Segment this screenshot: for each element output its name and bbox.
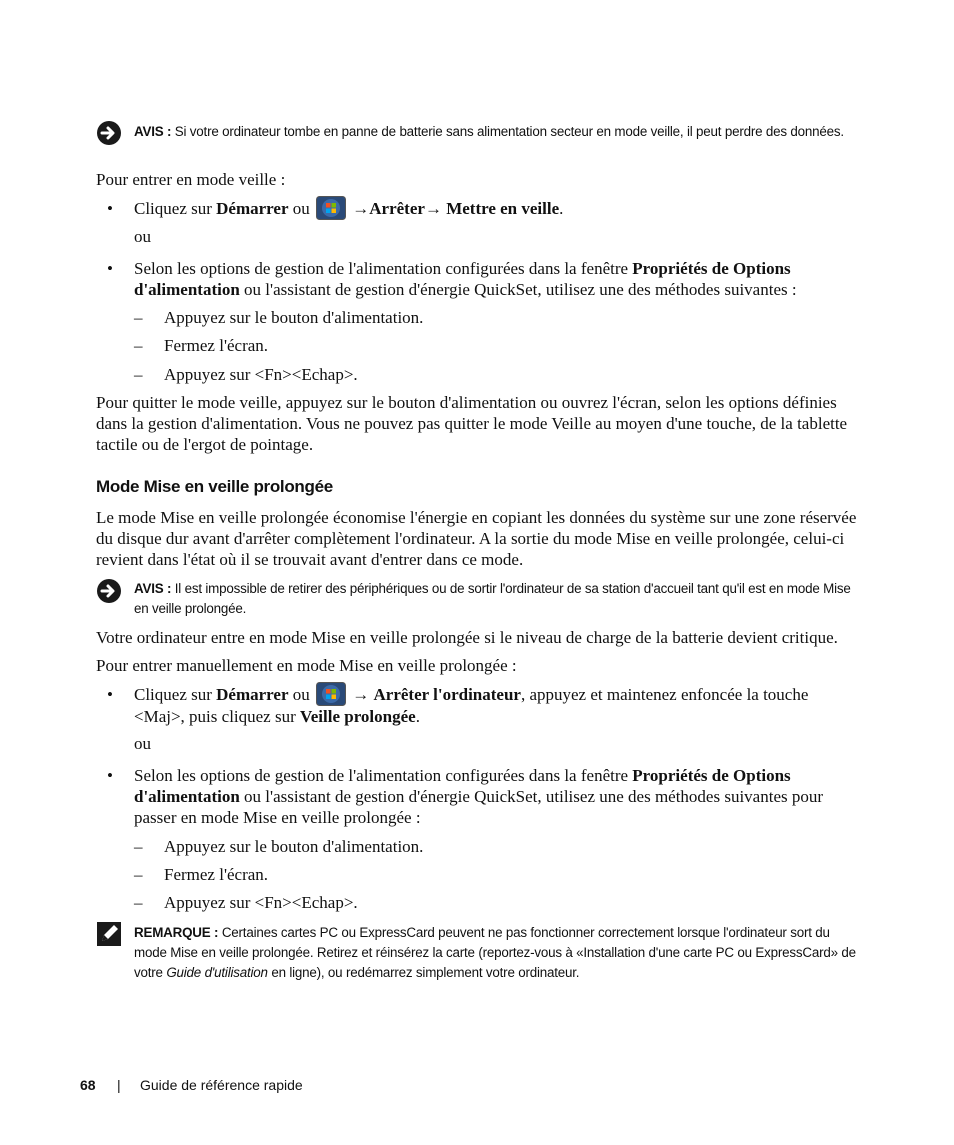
shutdown-label: Arrêter [369, 199, 425, 218]
shutdown-computer-label: Arrêter l'ordinateur [373, 685, 521, 704]
dash-marker: – [134, 865, 143, 884]
sleep-label: Mettre en veille [446, 199, 560, 218]
dash-marker: – [134, 837, 143, 856]
arrow-glyph: → [352, 199, 370, 218]
dash-item: Fermez l'écran. [164, 336, 269, 355]
start-menu-label: Démarrer [216, 199, 289, 218]
bullet-power-options [134, 258, 861, 300]
bullet-text: Cliquez sur [134, 685, 212, 704]
dash-marker: – [134, 336, 143, 355]
bullet-text: ou [292, 199, 310, 218]
notice-hand-icon [96, 120, 122, 151]
section-heading: Mode Mise en veille prolongée [96, 477, 333, 496]
user-guide-title: Guide d'utilisation [166, 965, 268, 980]
notice-text: Il est impossible de retirer des périphériques ou de sortir l'ordinateur de sa station d'accueil tant qu'il est en mode Mise en veille prolongée. [134, 581, 851, 616]
bullet-power-options-hibernate [134, 765, 861, 828]
paragraph-critical: Votre ordinateur entre en mode Mise en veille prolongée si le niveau de charge de la batterie devient critique. [96, 628, 838, 647]
dash-item: Appuyez sur <Fn><Echap>. [164, 893, 358, 912]
bullet-marker: • [107, 766, 113, 785]
windows-start-button-icon [316, 196, 346, 220]
paragraph-manual-hibernate: Pour entrer manuellement en mode Mise en veille prolongée : [96, 656, 517, 675]
bullet-text: ou [292, 685, 310, 704]
dash-item: Appuyez sur <Fn><Echap>. [164, 365, 358, 384]
hibernate-label: Veille prolongée [300, 707, 416, 727]
power-options-label: Propriétés de Options d'alimentation [134, 259, 791, 299]
page-number: 68 [80, 1077, 96, 1093]
bullet-start-sleep [134, 198, 861, 220]
dash-item: Fermez l'écran. [164, 865, 269, 884]
paragraph-hibernate: Le mode Mise en veille prolongée économise l'énergie en copiant les données du système sur une zone réservée du disque dur avant d'arrêter complètement l'ordinateur. A la sortie du mode Mise en veille prolongée, celui-ci revient dans l'état où il se trouvait avant d'entrer dans ce mode. [96, 508, 857, 569]
notice-label: AVIS : [134, 124, 172, 139]
or-text: ou [134, 734, 151, 753]
dash-marker: – [134, 365, 143, 384]
note-text: en ligne), ou redémarrez simplement votre ordinateur. [271, 965, 580, 980]
note-label: REMARQUE : [134, 925, 219, 940]
power-options-label: Propriétés de Options d'alimentation [134, 766, 791, 806]
footer-separator: | [117, 1077, 121, 1093]
dash-item: Appuyez sur le bouton d'alimentation. [164, 837, 424, 856]
windows-start-button-icon [316, 682, 346, 706]
start-menu-label: Démarrer [216, 685, 289, 704]
paragraph-quit-sleep: Pour quitter le mode veille, appuyez sur le bouton d'alimentation ou ouvrez l'écran, selon les options définies dans la gestion d'alimentation. Vous ne pouvez pas quitter le mode Veille au moyen d'une touche, de la tablette tactile ou de l'ergot de pointage. [96, 393, 848, 454]
bullet-text: ou l'assistant de gestion d'énergie QuickSet, utilisez une des méthodes suivantes pour passer en mode Mise en veille prolongée : [134, 787, 824, 827]
notice-hand-icon [96, 578, 122, 609]
footer-title: Guide de référence rapide [140, 1077, 303, 1093]
bullet-marker: • [107, 199, 113, 218]
bullet-text: . [559, 199, 564, 218]
bullet-text: Selon les options de gestion de l'alimentation configurées dans la fenêtre [134, 259, 629, 278]
notice-label: AVIS : [134, 581, 172, 596]
bullet-marker: • [107, 685, 113, 704]
paragraph-enter-sleep: Pour entrer en mode veille : [96, 170, 286, 189]
bullet-text: ou l'assistant de gestion d'énergie QuickSet, utilisez une des méthodes suivantes : [244, 280, 797, 299]
or-text: ou [134, 227, 151, 246]
bullet-marker: • [107, 259, 113, 278]
bullet-text: , appuyez et maintenez enfoncée la touche <Maj>, puis cliquez sur [134, 685, 809, 727]
bullet-text: . [415, 707, 420, 727]
bullet-start-hibernate [134, 684, 861, 727]
arrow-glyph: → [424, 199, 442, 218]
dash-item: Appuyez sur le bouton d'alimentation. [164, 308, 424, 327]
dash-marker: – [134, 893, 143, 912]
dash-marker: – [134, 308, 143, 327]
note-pencil-icon [96, 921, 122, 952]
bullet-text: Selon les options de gestion de l'alimentation configurées dans la fenêtre [134, 766, 629, 785]
notice-text: Si votre ordinateur tombe en panne de batterie sans alimentation secteur en mode veille, il peut perdre des données. [174, 124, 844, 139]
bullet-text: Cliquez sur [134, 199, 212, 218]
note-text: Certaines cartes PC ou ExpressCard peuvent ne pas fonctionner correctement lorsque l'ordinateur sort du mode Mise en veille prolongée. Retirez et réinsérez la carte (reportez-vous à «Installation d'une carte PC ou ExpressCard» de votre [134, 925, 856, 980]
arrow-glyph: → [352, 685, 370, 704]
